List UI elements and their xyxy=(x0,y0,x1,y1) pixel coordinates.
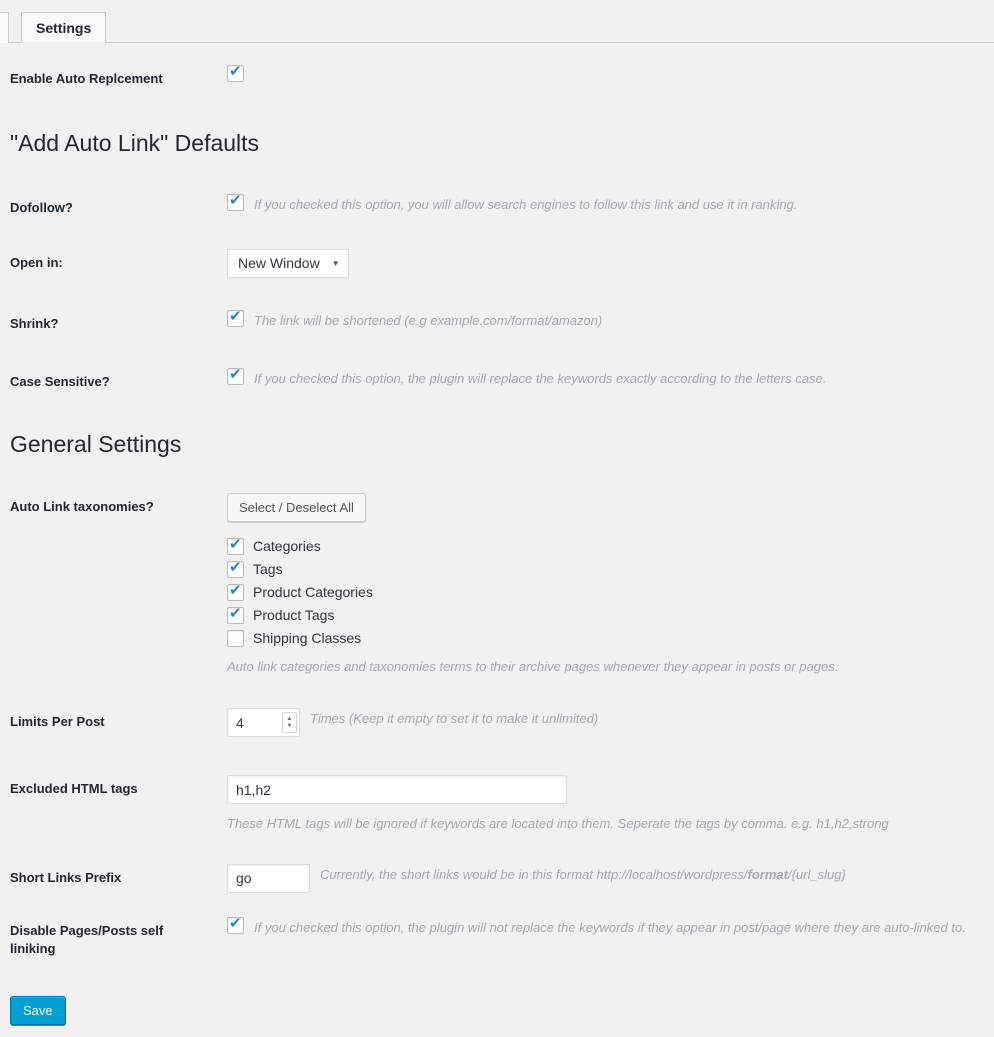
chevron-down-icon: ▼ xyxy=(331,258,340,268)
taxonomies-label: Auto Link taxonomies? xyxy=(10,498,154,514)
shrink-description: The link will be shortened (e.g example.com/format/amazon) xyxy=(254,312,603,328)
short-links-prefix-input[interactable] xyxy=(227,864,310,893)
dofollow-checkbox[interactable] xyxy=(227,194,244,211)
dofollow-label: Dofollow? xyxy=(10,199,73,215)
product-categories-checkbox[interactable] xyxy=(227,584,244,601)
row-short-links-prefix xyxy=(10,864,974,893)
excluded-html-tags-description: These HTML tags will be ignored if keywords are located into them. Seperate the tags by comma. e.g. h1,h2,strong xyxy=(227,816,889,832)
tab-settings-label: Settings xyxy=(36,20,92,36)
row-excluded-html-tags xyxy=(10,775,974,834)
product-categories-label: Product Categories xyxy=(253,584,373,601)
open-in-select[interactable] xyxy=(227,249,349,278)
product-tags-label: Product Tags xyxy=(253,607,335,624)
taxonomy-list xyxy=(227,538,974,647)
tab-bar xyxy=(0,0,994,43)
limits-per-post-description: Times (Keep it empty to set it to make it unlimited) xyxy=(310,711,599,727)
limits-per-post-label: Limits Per Post xyxy=(10,714,105,730)
shipping-classes-checkbox[interactable] xyxy=(227,630,244,647)
disable-self-linking-label: Disable Pages/Posts self liniking xyxy=(10,922,164,957)
limits-per-post-input-wrap xyxy=(227,708,300,737)
select-deselect-all-button[interactable]: Select / Deselect All xyxy=(227,493,366,522)
case-sensitive-checkbox[interactable] xyxy=(227,368,244,385)
open-in-label: Open in: xyxy=(10,254,63,270)
categories-label: Categories xyxy=(253,538,321,555)
shrink-label: Shrink? xyxy=(10,315,59,331)
taxonomy-item-tags[interactable] xyxy=(227,561,974,578)
product-tags-checkbox[interactable] xyxy=(227,607,244,624)
row-open-in xyxy=(10,249,974,278)
enable-auto-replacement-checkbox[interactable] xyxy=(227,65,244,82)
taxonomy-item-categories[interactable] xyxy=(227,538,974,555)
case-sensitive-label: Case Sensitive? xyxy=(10,374,110,390)
taxonomies-description: Auto link categories and taxonomies terms to their archive pages whenever they appear in posts or pages. xyxy=(227,658,839,674)
taxonomy-item-product-tags[interactable] xyxy=(227,607,974,624)
tags-label: Tags xyxy=(253,561,283,578)
excluded-html-tags-label: Excluded HTML tags xyxy=(10,781,138,797)
general-section-heading: General Settings xyxy=(10,431,182,458)
dofollow-description: If you checked this option, you will allow search engines to follow this link and use it in ranking. xyxy=(254,196,798,212)
disable-self-linking-description: If you checked this option, the plugin will not replace the keywords if they appear in post/page where they are auto-linked to. xyxy=(254,919,966,935)
row-taxonomies xyxy=(10,493,974,677)
save-button[interactable]: Save xyxy=(10,996,66,1025)
short-links-prefix-label: Short Links Prefix xyxy=(10,869,122,885)
row-dofollow xyxy=(10,194,974,217)
row-limits-per-post xyxy=(10,708,974,737)
tags-checkbox[interactable] xyxy=(227,561,244,578)
taxonomy-item-product-categories[interactable] xyxy=(227,584,974,601)
shrink-checkbox[interactable] xyxy=(227,310,244,327)
number-stepper-icon[interactable]: ▲ ▼ xyxy=(282,712,297,733)
short-links-prefix-description: Currently, the short links would be in this format http://localhost/wordpress/format/{url_slug} xyxy=(320,866,846,882)
disable-self-linking-checkbox[interactable] xyxy=(227,917,244,934)
footer-actions xyxy=(10,996,974,1037)
partial-tab-fragment xyxy=(0,12,9,43)
defaults-section-heading: "Add Auto Link" Defaults xyxy=(10,130,260,157)
case-sensitive-description: If you checked this option, the plugin will replace the keywords exactly according to the letters case. xyxy=(254,371,827,387)
row-enable-auto-replacement xyxy=(10,65,974,88)
tab-settings[interactable] xyxy=(21,12,106,43)
row-case-sensitive xyxy=(10,368,974,391)
shipping-classes-label: Shipping Classes xyxy=(253,630,362,647)
enable-auto-replacement-label: Enable Auto Replcement xyxy=(10,71,163,86)
categories-checkbox[interactable] xyxy=(227,538,244,555)
taxonomy-item-shipping-classes[interactable] xyxy=(227,630,974,647)
open-in-selected-value: New Window xyxy=(238,255,320,272)
limits-per-post-input[interactable] xyxy=(236,715,282,731)
row-disable-self-linking xyxy=(10,917,974,958)
excluded-html-tags-input[interactable] xyxy=(227,775,567,804)
row-shrink xyxy=(10,310,974,333)
settings-panel xyxy=(0,43,994,1037)
